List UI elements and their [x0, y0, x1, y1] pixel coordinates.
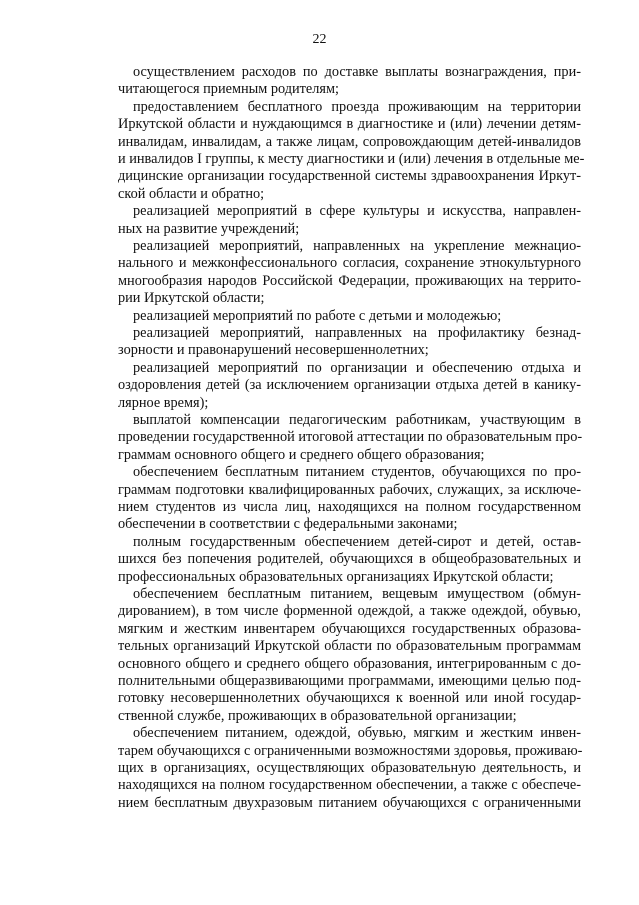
text-line: читающегося приемным родителям;: [118, 81, 340, 98]
text-line: оздоровления детей (за исключением организации отдыха детей в канику-: [118, 377, 581, 394]
text-line: находящихся на полном государственном обеспечении, а также с обеспече-: [118, 777, 581, 794]
text-line: тарем обучающихся с ограниченными возможностями здоровья, проживаю-: [118, 742, 583, 759]
text-line: реализацией мероприятий, направленных на укрепление межнацио-: [133, 238, 581, 254]
page-number: 22: [312, 32, 327, 47]
text-line: щих в организациях, осуществляющих образовательную деятельность, и: [118, 760, 581, 776]
text-line: ных на развитие учреждений;: [118, 220, 300, 237]
text-line: реализацией мероприятий по работе с детьми и молодежью;: [133, 307, 502, 324]
text-line: зорности и правонарушений несовершеннолетних;: [118, 342, 429, 359]
text-line: дицинские организации государственной системы здравоохранения Иркут-: [118, 168, 581, 185]
text-line: основного общего и среднего общего образования, интегрированным с до-: [118, 655, 581, 672]
text-line: инвалидам, инвалидам, а также лицам, сопровождающим детей-инвалидов: [118, 133, 581, 150]
text-line: выплатой компенсации педагогическим работникам, участвующим в: [133, 412, 581, 428]
text-line: шихся без попечения родителей, обучающихся в общеобразовательных и: [118, 551, 581, 568]
text-line: нием студентов из числа лиц, находящихся на полном государственном: [118, 499, 581, 515]
text-line: дированием), в том числе форменной одеждой, а также одеждой, обувью,: [118, 603, 581, 620]
text-line: лярное время);: [118, 394, 209, 411]
text-line: тельных организаций Иркутской области по образовательным программам: [118, 638, 581, 655]
text-line: профессиональных образовательных организациях Иркутской области;: [118, 568, 554, 585]
text-line: ственной службе, проживающих в образовательной организации;: [118, 707, 517, 724]
text-line: обеспечением бесплатным питанием, вещевым имуществом (обмун-: [133, 586, 581, 602]
text-line: полнительными общеразвивающими программами, имеющими целью под-: [118, 673, 581, 689]
text-line: нием бесплатным двухразовым питанием обучающихся с ограниченными: [118, 794, 581, 811]
text-line: Иркутской области и нуждающимся в диагностике и (или) лечении детям-: [118, 116, 581, 133]
text-line: осуществлением расходов по доставке выплаты вознаграждения, при-: [133, 64, 581, 80]
text-line: предоставлением бесплатного проезда проживающим на территории: [133, 98, 581, 115]
text-line: реализацией мероприятий по организации и обеспечению отдыха и: [133, 359, 581, 376]
text-line: обеспечении в соответствии с федеральными законами;: [118, 516, 458, 533]
text-line: многообразия народов Российской Федерации, проживающих на террито-: [118, 272, 581, 289]
text-line: граммам подготовки квалифицированных рабочих, служащих, за исключе-: [118, 481, 581, 498]
text-line: и инвалидов I группы, к месту диагностики и (или) лечения в отдельные ме-: [118, 151, 585, 167]
text-line: мягким и жестким инвентарем обучающихся государственных образова-: [118, 620, 581, 637]
text-line: граммам основного общего и среднего общего образования;: [118, 446, 485, 463]
text-line: проведении государственной итоговой аттестации по образовательным про-: [118, 429, 583, 446]
text-line: рии Иркутской области;: [118, 290, 265, 307]
text-line: реализацией мероприятий, направленных на профилактику безнад-: [133, 325, 581, 341]
text-line: полным государственным обеспечением детей-сирот и детей, остав-: [133, 533, 581, 550]
text-line: ской области и обратно;: [118, 185, 265, 202]
text-line: обеспечением питанием, одеждой, обувью, мягким и жестким инвен-: [133, 725, 581, 742]
text-line: реализацией мероприятий в сфере культуры и искусства, направлен-: [133, 203, 581, 220]
text-line: нального и межконфессионального согласия, сохранение этнокультурного: [118, 255, 581, 272]
text-line: обеспечением бесплатным питанием студентов, обучающихся по про-: [133, 464, 581, 481]
text-line: готовку несовершеннолетних обучающихся к военной или иной государ-: [118, 690, 581, 707]
